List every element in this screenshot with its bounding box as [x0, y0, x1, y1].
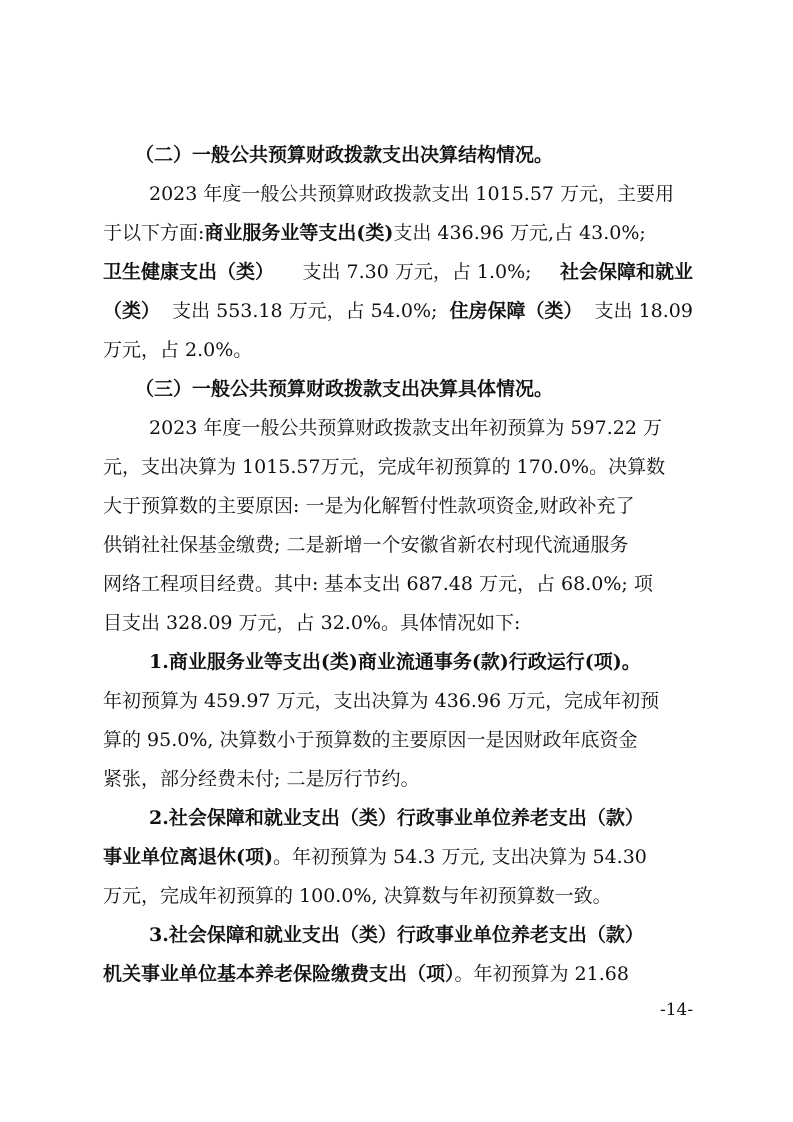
paragraph-line: 卫生健康支出（类） 支出 7.30 万元，占 1.0%; 社会保障和就业	[103, 261, 693, 283]
paragraph-line: 机关事业单位基本养老保险缴费支出（项）。年初预算为 21.68	[103, 963, 629, 985]
item-2-title: 2.社会保障和就业支出（类）行政事业单位养老支出（款）	[149, 807, 644, 829]
section-heading-2: （二）一般公共预算财政拨款支出决算结构情况。	[135, 144, 554, 166]
item-3-title: 3.社会保障和就业支出（类）行政事业单位养老支出（款）	[149, 924, 644, 946]
paragraph-line: 2023 年度一般公共预算财政拨款支出年初预算为 597.22 万	[149, 417, 662, 439]
paragraph-line: 紧张，部分经费未付; 二是厉行节约。	[103, 768, 420, 790]
paragraph-line: 2023 年度一般公共预算财政拨款支出 1015.57 万元，主要用	[149, 183, 675, 205]
paragraph-line: 目支出 328.09 万元，占 32.0%。具体情况如下:	[103, 612, 521, 634]
paragraph-line: 万元，完成年初预算的 100.0%, 决算数与年初预算数一致。	[103, 885, 612, 907]
paragraph-line: 网络工程项目经费。其中: 基本支出 687.48 万元，占 68.0%; 项	[103, 573, 653, 595]
item-1-title: 1.商业服务业等支出(类)商业流通事务(款)行政运行(项)。	[149, 651, 641, 673]
paragraph-line: 于以下方面:商业服务业等支出(类)支出 436.96 万元,占 43.0%;	[103, 222, 646, 244]
paragraph-line: 年初预算为 459.97 万元，支出决算为 436.96 万元，完成年初预	[103, 690, 660, 712]
paragraph-line: 算的 95.0%, 决算数小于预算数的主要原因一是因财政年底资金	[103, 729, 638, 751]
paragraph-line: （类） 支出 553.18 万元，占 54.0%; 住房保障（类） 支出 18.09	[103, 300, 693, 322]
paragraph-line: 元，支出决算为 1015.57万元，完成年初预算的 170.0%。决算数	[103, 456, 666, 478]
page-number: -14-	[660, 1000, 694, 1020]
paragraph-line: 事业单位离退休(项)。年初预算为 54.3 万元, 支出决算为 54.30	[103, 846, 647, 868]
paragraph-line: 供销社社保基金缴费; 二是新增一个安徽省新农村现代流通服务	[103, 534, 629, 556]
paragraph-line: 万元，占 2.0%。	[103, 339, 253, 361]
section-heading-3: （三）一般公共预算财政拨款支出决算具体情况。	[135, 378, 554, 400]
paragraph-line: 大于预算数的主要原因: 一是为化解暂付性款项资金,财政补充了	[103, 495, 635, 517]
document-body	[103, 140, 693, 998]
